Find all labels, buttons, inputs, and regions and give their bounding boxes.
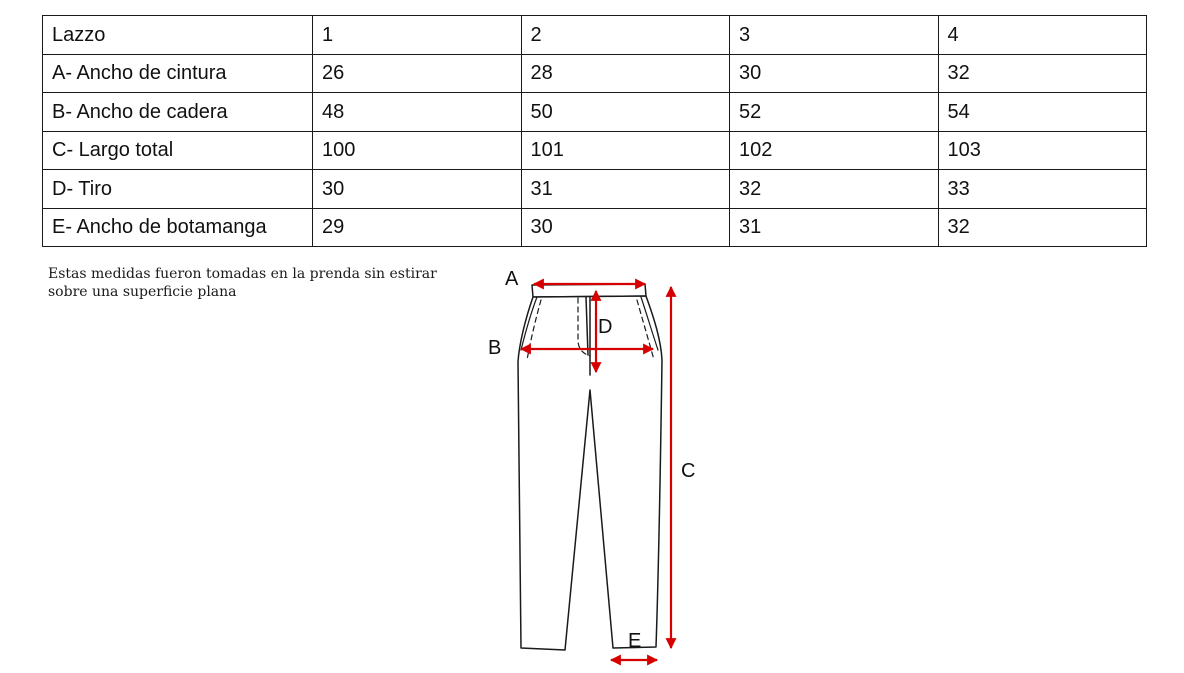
header-cell-size-1: 1: [313, 16, 522, 55]
table-cell: 32: [938, 54, 1147, 93]
header-cell-model: Lazzo: [43, 16, 313, 55]
row-label: A- Ancho de cintura: [43, 54, 313, 93]
label-e: E: [628, 630, 642, 652]
table-cell: 103: [938, 131, 1147, 170]
table-cell: 31: [521, 170, 730, 209]
header-cell-size-3: 3: [730, 16, 939, 55]
table-cell: 30: [730, 54, 939, 93]
table-cell: 48: [313, 93, 522, 132]
note-line-1: Estas medidas fueron tomadas en la prenda sin estirar: [48, 266, 437, 282]
table-cell: 32: [730, 170, 939, 209]
table-cell: 29: [313, 208, 522, 247]
table-cell: 30: [521, 208, 730, 247]
table-cell: 101: [521, 131, 730, 170]
row-label: D- Tiro: [43, 170, 313, 209]
table-cell: 102: [730, 131, 939, 170]
table-cell: 54: [938, 93, 1147, 132]
table-cell: 32: [938, 208, 1147, 247]
table-cell: 28: [521, 54, 730, 93]
pants-outline-icon: [518, 284, 662, 650]
table-cell: 33: [938, 170, 1147, 209]
header-cell-size-4: 4: [938, 16, 1147, 55]
table-cell: 100: [313, 131, 522, 170]
label-c: C: [681, 460, 696, 482]
row-label: E- Ancho de botamanga: [43, 208, 313, 247]
row-label: B- Ancho de cadera: [43, 93, 313, 132]
header-cell-size-2: 2: [521, 16, 730, 55]
table-cell: 30: [313, 170, 522, 209]
table-cell: 26: [313, 54, 522, 93]
label-d: D: [598, 316, 613, 338]
table-cell: 31: [730, 208, 939, 247]
label-a: A: [505, 268, 519, 290]
note-line-2: sobre una superficie plana: [48, 284, 237, 300]
table-cell: 50: [521, 93, 730, 132]
table-cell: 52: [730, 93, 939, 132]
label-b: B: [488, 337, 502, 359]
row-label: C- Largo total: [43, 131, 313, 170]
